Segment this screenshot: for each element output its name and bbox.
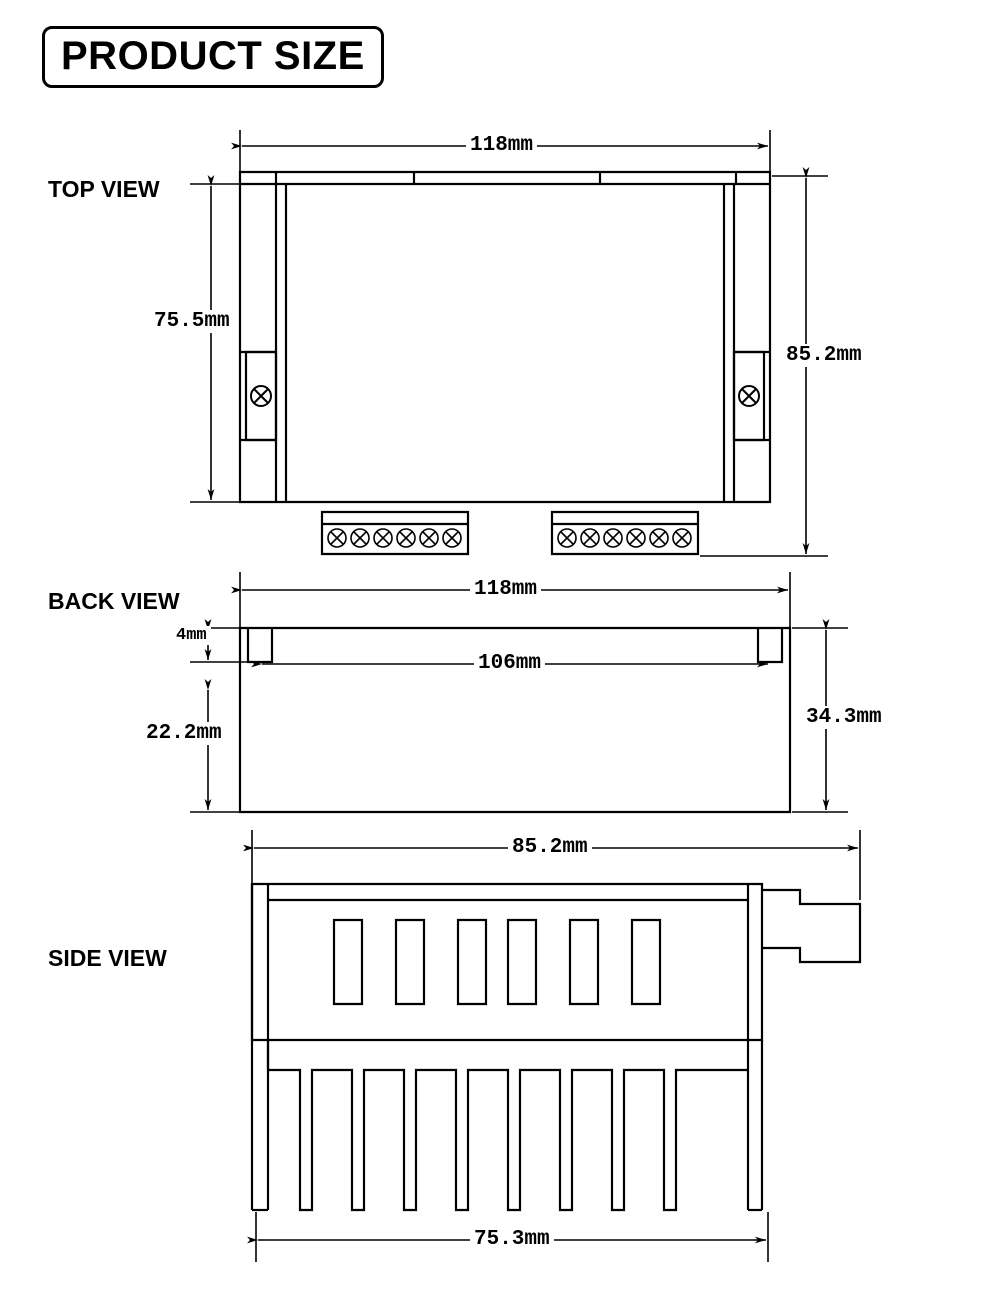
view-label-top-view: TOP VIEW <box>48 176 160 202</box>
dimension-lines-back-view <box>190 572 848 812</box>
top-view-drawing <box>240 172 770 554</box>
dim-top-outer-height: 85.2mm <box>782 344 866 367</box>
terminal-screws-left <box>328 529 461 547</box>
dim-side-width: 85.2mm <box>508 836 592 859</box>
dim-side-fin-width: 75.3mm <box>470 1228 554 1251</box>
view-label-back-view: BACK VIEW <box>48 588 180 614</box>
side-view-drawing <box>252 884 860 1210</box>
dim-back-slot-width: 106mm <box>474 652 545 675</box>
dimension-lines-side-view <box>252 830 860 1262</box>
view-label-side-view: SIDE VIEW <box>48 945 167 971</box>
dim-back-width: 118mm <box>470 578 541 601</box>
dim-back-notch-depth: 4mm <box>172 626 211 645</box>
page-title: PRODUCT SIZE <box>42 26 384 88</box>
screw-head-icon <box>739 386 759 406</box>
dim-back-outer-height: 34.3mm <box>802 706 886 729</box>
screw-head-icon <box>251 386 271 406</box>
dimension-lines-top-view <box>190 130 828 556</box>
dim-top-inner-height: 75.5mm <box>150 310 234 333</box>
terminal-screws-right <box>558 529 691 547</box>
dim-back-inner-height: 22.2mm <box>142 722 226 745</box>
dim-top-width: 118mm <box>466 134 537 157</box>
